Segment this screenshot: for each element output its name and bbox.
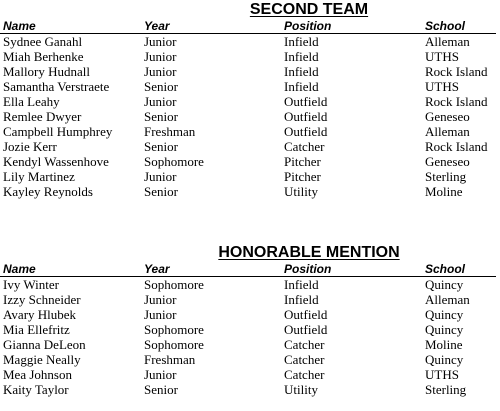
cell-position: Outfield [284, 124, 328, 139]
cell-name: Avary Hlubek [3, 307, 77, 322]
cell-name: Maggie Neally [3, 352, 81, 367]
cell-name: Samantha Verstraete [3, 79, 110, 94]
cell-year: Senior [144, 79, 178, 94]
cell-year: Freshman [144, 352, 196, 367]
table-row [0, 34, 500, 49]
cell-name: Miah Berhenke [3, 49, 84, 64]
table-row [0, 337, 500, 352]
cell-name: Sydnee Ganahl [3, 34, 83, 49]
cell-school: UTHS [425, 367, 459, 382]
header-name: Name [3, 19, 36, 33]
cell-position: Pitcher [284, 154, 321, 169]
cell-year: Sophomore [144, 277, 204, 292]
cell-year: Junior [144, 367, 177, 382]
cell-school: Alleman [425, 292, 470, 307]
cell-school: Moline [425, 184, 463, 199]
cell-school: Alleman [425, 124, 470, 139]
header-school: School [425, 19, 466, 33]
cell-school: Geneseo [425, 109, 470, 124]
cell-name: Ella Leahy [3, 94, 60, 109]
cell-position: Outfield [284, 322, 328, 337]
cell-position: Outfield [284, 109, 328, 124]
cell-year: Sophomore [144, 154, 204, 169]
cell-year: Junior [144, 64, 177, 79]
table-row [0, 64, 500, 79]
table-row [0, 367, 500, 382]
table-row [0, 382, 500, 397]
table-row [0, 292, 500, 307]
table-row [0, 94, 500, 109]
cell-school: Sterling [425, 169, 467, 184]
cell-name: Lily Martinez [3, 169, 75, 184]
cell-school: Quincy [425, 307, 464, 322]
roster-rows [0, 34, 500, 199]
header-position: Position [284, 262, 332, 276]
table-row [0, 109, 500, 124]
cell-name: Remlee Dwyer [3, 109, 82, 124]
cell-year: Junior [144, 307, 177, 322]
cell-name: Mia Ellefritz [3, 322, 70, 337]
cell-position: Catcher [284, 139, 325, 154]
cell-year: Sophomore [144, 322, 204, 337]
table-row [0, 124, 500, 139]
cell-position: Pitcher [284, 169, 321, 184]
cell-position: Infield [284, 79, 319, 94]
cell-school: Quincy [425, 352, 464, 367]
roster-rows [0, 277, 500, 397]
table-row [0, 277, 500, 292]
header-year: Year [144, 262, 170, 276]
cell-name: Jozie Kerr [3, 139, 57, 154]
table-row [0, 154, 500, 169]
table-row [0, 307, 500, 322]
table-row [0, 352, 500, 367]
cell-school: UTHS [425, 49, 459, 64]
cell-name: Ivy Winter [3, 277, 59, 292]
cell-name: Campbell Humphrey [3, 124, 113, 139]
cell-position: Infield [284, 49, 319, 64]
header-school: School [425, 262, 466, 276]
cell-school: UTHS [425, 79, 459, 94]
cell-position: Infield [284, 64, 319, 79]
cell-year: Sophomore [144, 337, 204, 352]
cell-position: Catcher [284, 367, 325, 382]
cell-name: Mea Johnson [3, 367, 72, 382]
cell-school: Alleman [425, 34, 470, 49]
header-year: Year [144, 19, 170, 33]
table-row [0, 139, 500, 154]
cell-school: Moline [425, 337, 463, 352]
cell-position: Infield [284, 34, 319, 49]
section-title: HONORABLE MENTION [218, 244, 400, 261]
table-row [0, 79, 500, 94]
cell-name: Kayley Reynolds [3, 184, 93, 199]
cell-school: Rock Island [425, 139, 488, 154]
cell-position: Catcher [284, 337, 325, 352]
cell-position: Catcher [284, 352, 325, 367]
header-position: Position [284, 19, 332, 33]
table-row [0, 49, 500, 64]
cell-position: Infield [284, 292, 319, 307]
cell-position: Utility [284, 382, 318, 397]
cell-school: Rock Island [425, 64, 488, 79]
cell-name: Mallory Hudnall [3, 64, 91, 79]
table-header [0, 18, 500, 34]
table-row [0, 169, 500, 184]
table-header [0, 261, 500, 277]
cell-school: Geneseo [425, 154, 470, 169]
cell-position: Utility [284, 184, 318, 199]
cell-school: Rock Island [425, 94, 488, 109]
cell-year: Freshman [144, 124, 196, 139]
cell-year: Senior [144, 382, 178, 397]
cell-year: Senior [144, 139, 178, 154]
header-name: Name [3, 262, 36, 276]
cell-year: Junior [144, 169, 177, 184]
cell-school: Quincy [425, 277, 464, 292]
cell-position: Infield [284, 277, 319, 292]
cell-year: Junior [144, 292, 177, 307]
cell-year: Junior [144, 94, 177, 109]
cell-position: Outfield [284, 94, 328, 109]
table-row [0, 322, 500, 337]
cell-year: Junior [144, 34, 177, 49]
cell-year: Junior [144, 49, 177, 64]
cell-position: Outfield [284, 307, 328, 322]
cell-year: Senior [144, 109, 178, 124]
section-title: SECOND TEAM [249, 1, 369, 18]
cell-name: Izzy Schneider [3, 292, 81, 307]
cell-name: Kaity Taylor [3, 382, 69, 397]
cell-name: Kendyl Wassenhove [3, 154, 109, 169]
table-row [0, 184, 500, 199]
cell-name: Gianna DeLeon [3, 337, 86, 352]
cell-school: Sterling [425, 382, 467, 397]
cell-school: Quincy [425, 322, 464, 337]
cell-year: Senior [144, 184, 178, 199]
